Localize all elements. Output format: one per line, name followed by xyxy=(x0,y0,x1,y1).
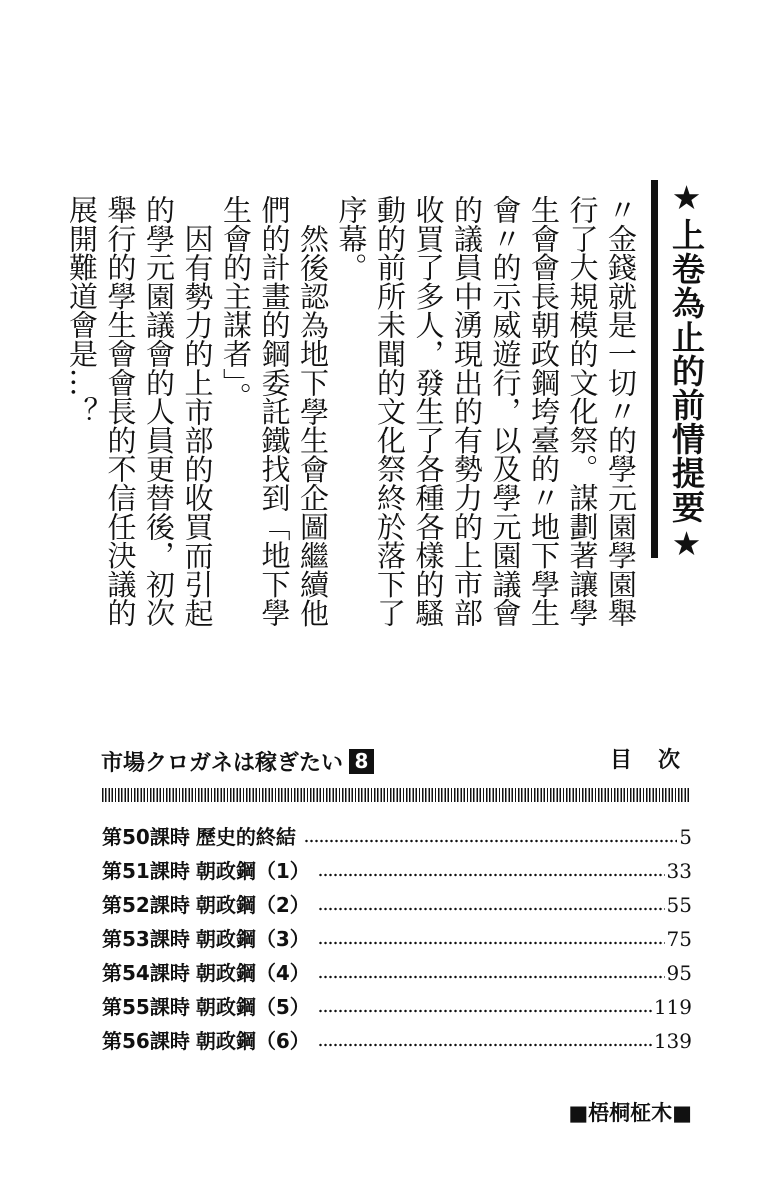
toc-entry xyxy=(102,854,692,888)
toc-leader-dots xyxy=(318,975,665,979)
toc-chapter: 第55課時 xyxy=(102,995,190,1019)
recap-accent-bar xyxy=(651,180,658,558)
recap-paragraph: 〃金錢就是一切〃的學元園學園舉行了大規模的文化祭。謀劃著讓學生會會長朝政鋼垮臺的〃地下學生會〃的示威遊行，以及學元園議會的議員中湧現出的有勢力的上市部收買了多人，發生了各種各樣的騷動的前所未聞的文化祭終於落下了序幕。 xyxy=(334,195,638,628)
toc-chapter-name: 朝政鋼（6） xyxy=(195,1029,310,1053)
toc-page-number: 33 xyxy=(666,859,692,883)
recap-paragraph: 然後認為地下學生會企圖繼續他們的計畫的鋼委託鐵找到「地下學生會的主謀者」。 xyxy=(219,195,330,628)
toc-chapter: 第56課時 xyxy=(102,1029,190,1053)
toc-leader-dots xyxy=(318,907,665,911)
divider-rule xyxy=(102,788,690,802)
author-credit: ■梧桐柾木■ xyxy=(568,1101,692,1125)
toc-chapter-name: 朝政鋼（2） xyxy=(195,893,310,917)
toc-page-number: 139 xyxy=(653,1029,692,1053)
recap-text xyxy=(65,195,640,655)
toc-chapter: 第54課時 xyxy=(102,961,190,985)
volume-badge: 8 xyxy=(349,749,374,774)
toc-chapter: 第50課時 xyxy=(102,825,190,849)
toc-chapter: 第52課時 xyxy=(102,893,190,917)
toc-chapter-name: 朝政鋼（1） xyxy=(195,859,310,883)
toc-label: 目次 xyxy=(610,748,707,773)
book-title-text: 市場クロガネは稼ぎたい xyxy=(101,750,344,776)
toc-entry xyxy=(102,922,692,956)
toc-page-number: 119 xyxy=(653,995,692,1019)
toc-chapter-name: 朝政鋼（4） xyxy=(195,961,310,985)
toc-leader-dots xyxy=(318,1009,652,1013)
toc-chapter: 第53課時 xyxy=(102,927,190,951)
toc-entry xyxy=(102,956,692,990)
recap-heading: ★上卷為止的前情提要★ xyxy=(667,178,706,564)
toc-chapter: 第51課時 xyxy=(102,859,190,883)
toc-entry xyxy=(102,820,692,854)
toc-list xyxy=(102,820,692,1058)
toc-chapter-name: 歷史的終結 xyxy=(195,825,296,849)
toc-page-number: 5 xyxy=(679,825,692,849)
toc-chapter-name: 朝政鋼（5） xyxy=(195,995,310,1019)
toc-page-number: 55 xyxy=(666,893,692,917)
toc-page-number: 75 xyxy=(666,927,692,951)
book-title xyxy=(101,744,374,778)
toc-entry xyxy=(102,1024,692,1058)
toc-leader-dots xyxy=(318,941,665,945)
toc-leader-dots xyxy=(318,873,665,877)
toc-chapter-name: 朝政鋼（3） xyxy=(195,927,310,951)
toc-page-number: 95 xyxy=(666,961,692,985)
toc-entry xyxy=(102,990,692,1024)
recap-paragraph: 因有勢力的上市部的收買而引起的學元園議會的人員更替後，初次舉行的學生會會長的不信任決議的展開難道會是…？ xyxy=(65,195,215,628)
toc-entry xyxy=(102,888,692,922)
toc-leader-dots xyxy=(318,1043,652,1047)
toc-leader-dots xyxy=(304,839,677,843)
